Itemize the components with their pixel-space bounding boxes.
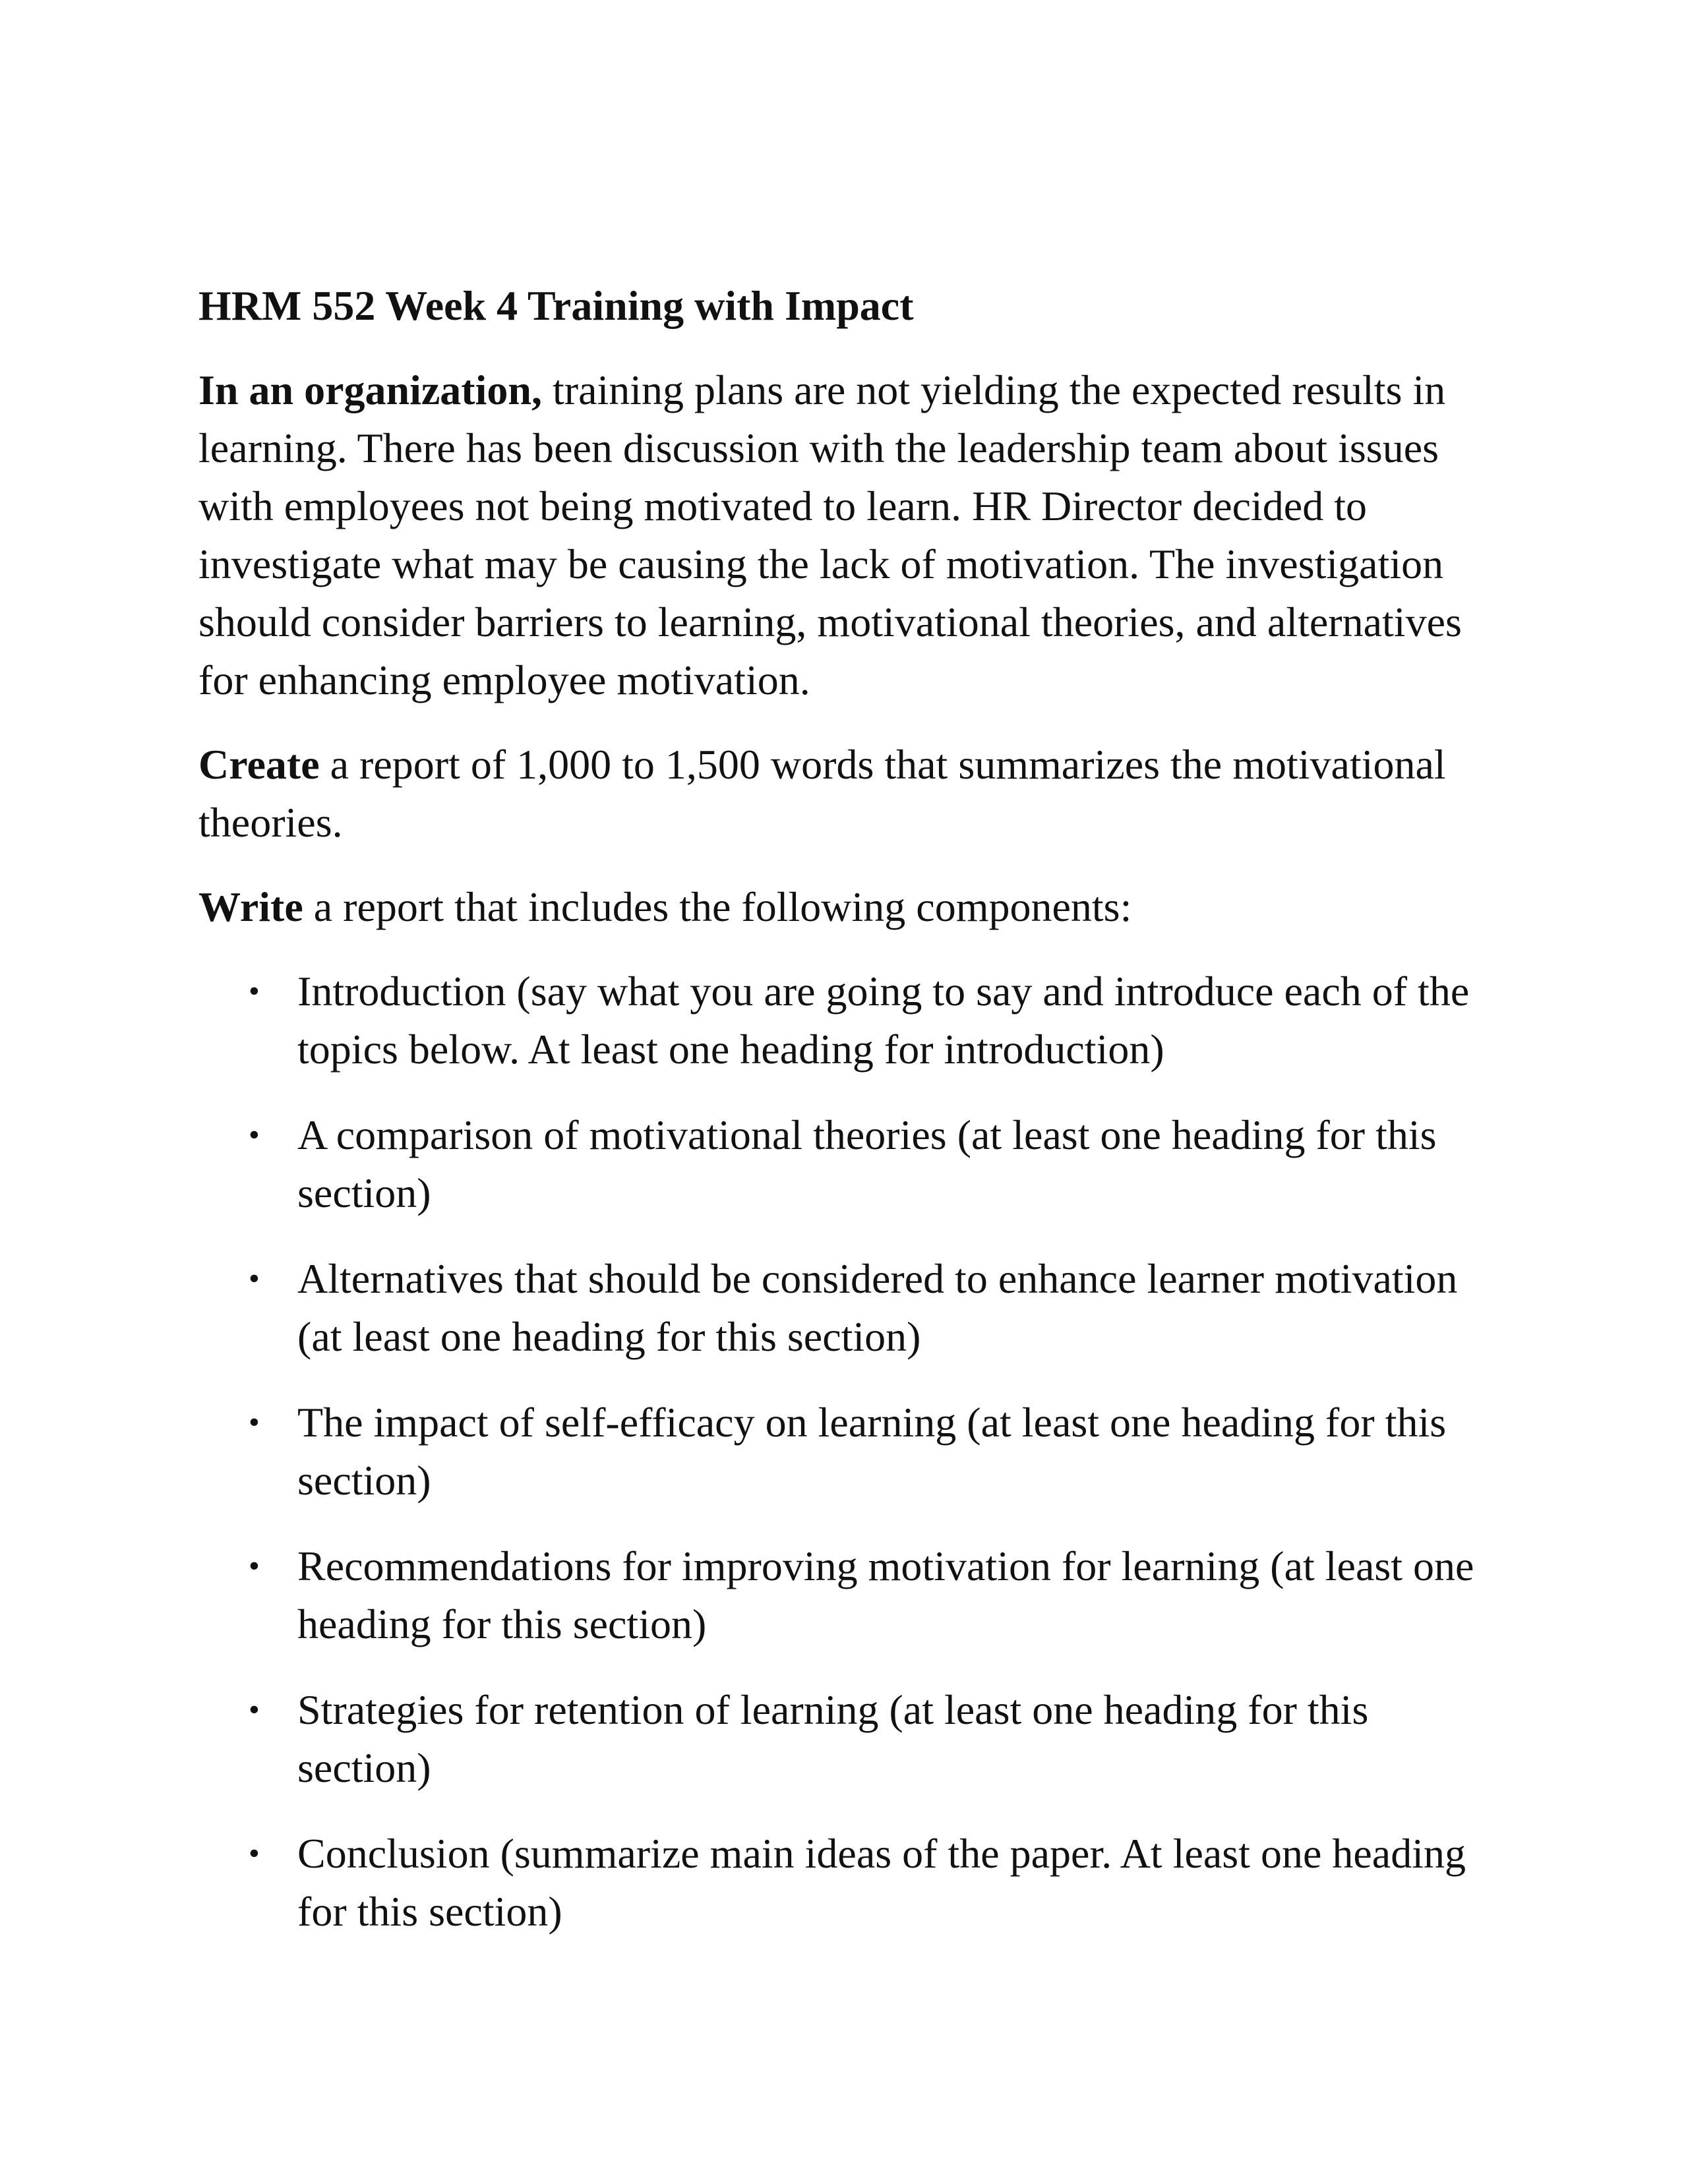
list-item-text: Recommendations for improving motivation for learning (at least one heading for this section) xyxy=(297,1543,1474,1647)
write-text: a report that includes the following components: xyxy=(303,883,1132,930)
list-item-text: The impact of self-efficacy on learning (at least one heading for this section) xyxy=(297,1399,1447,1504)
list-item-text: Alternatives that should be considered to enhance learner motivation (at least one heading for this section) xyxy=(297,1255,1458,1360)
write-lead: Write xyxy=(198,883,303,930)
bullet-icon: • xyxy=(249,974,260,1009)
bullet-icon: • xyxy=(249,1836,260,1871)
intro-text: training plans are not yielding the expected results in learning. There has been discussion with the leadership team about issues with employees not being motivated to learn. HR Director decided to investigate what may be causing the lack of motivation. The investigation should consider barriers to learning, motivational theories, and alternatives for enhancing employee motivation. xyxy=(198,367,1462,703)
components-list xyxy=(198,962,1504,1941)
create-text: a report of 1,000 to 1,500 words that summarizes the motivational theories. xyxy=(198,741,1446,846)
list-item xyxy=(198,1250,1504,1366)
create-lead: Create xyxy=(198,741,320,788)
list-item xyxy=(198,1106,1504,1222)
document-title: HRM 552 Week 4 Training with Impact xyxy=(198,282,914,329)
intro-lead: In an organization, xyxy=(198,367,542,413)
list-item-text: Introduction (say what you are going to say and introduce each of the topics below. At least one heading for introduction) xyxy=(297,968,1470,1073)
create-paragraph xyxy=(198,736,1504,852)
bullet-icon: • xyxy=(249,1549,260,1583)
list-item xyxy=(198,1681,1504,1797)
intro-paragraph xyxy=(198,361,1504,709)
bullet-icon: • xyxy=(249,1405,260,1440)
list-item xyxy=(198,962,1504,1078)
document-page xyxy=(198,277,1504,1968)
list-item xyxy=(198,1394,1504,1510)
list-item xyxy=(198,1825,1504,1941)
list-item-text: Conclusion (summarize main ideas of the paper. At least one heading for this section) xyxy=(297,1830,1466,1935)
bullet-icon: • xyxy=(249,1117,260,1152)
list-item-text: Strategies for retention of learning (at least one heading for this section) xyxy=(297,1686,1369,1791)
bullet-icon: • xyxy=(249,1692,260,1727)
list-item xyxy=(198,1537,1504,1653)
bullet-icon: • xyxy=(249,1261,260,1296)
write-paragraph xyxy=(198,878,1504,936)
list-item-text: A comparison of motivational theories (at least one heading for this section) xyxy=(297,1111,1437,1216)
